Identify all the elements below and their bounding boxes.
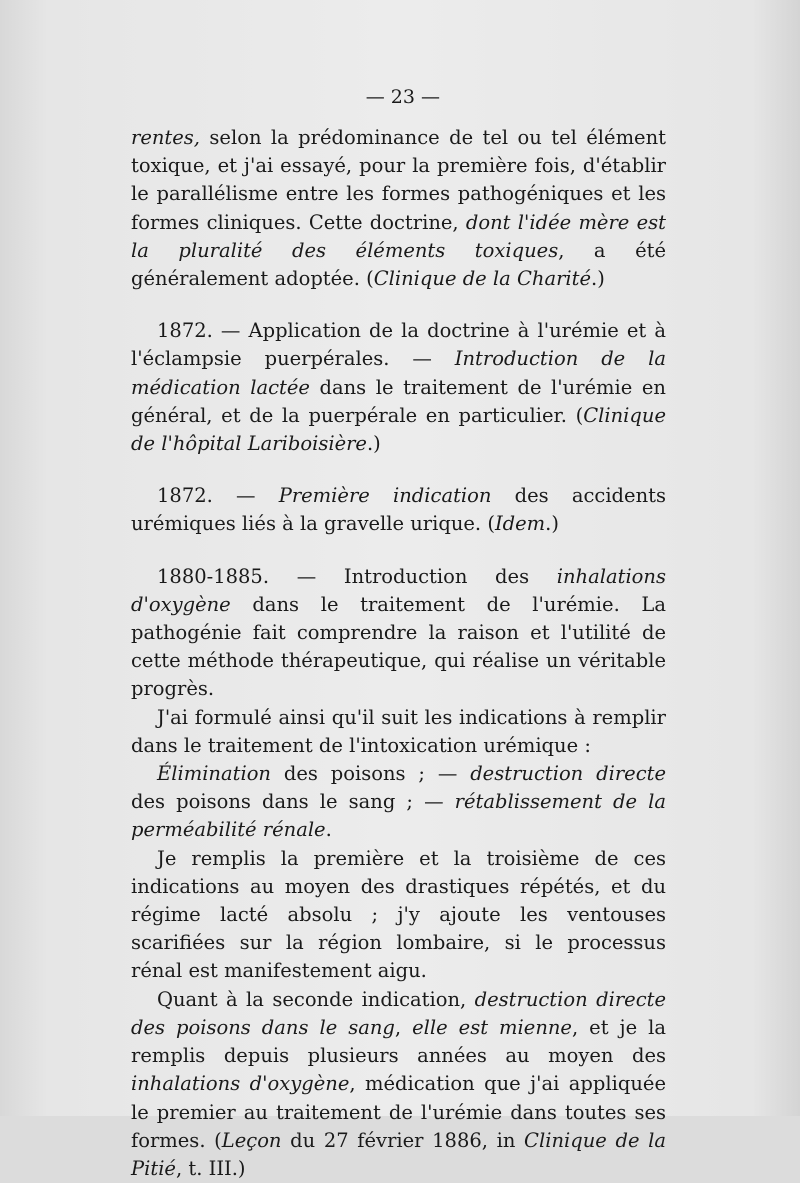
body-text xyxy=(131,124,666,1183)
page-number: — 23 — xyxy=(365,86,440,108)
paragraph-drastiques: Je remplis la première et la troisième de ces indications au moyen des drastiques répétés, et du régime lacté absolu ; j'y ajoute les ventouses scarifiées sur la région lombaire, si le processus rénal est manifestement aigu. xyxy=(131,846,666,983)
paragraph-continuation: rentes, selon la prédominance de tel ou tel élément toxique, et j'ai essayé, pour la première fois, d'établir le parallélisme entre les formes pathogéniques et les formes cliniques. Cette doctrine, dont l'idée mère est la pluralité des éléments toxiques, a été généralement adoptée. (Clinique de la Charité.) xyxy=(131,126,666,291)
paragraph-seconde-indication: Quant à la seconde indication, destruction directe des poisons dans le sang, elle est mienne, et je la remplis depuis plusieurs années au moyen des inhalations d'oxygène, médication que j'ai appliquée le premier au traitement de l'urémie dans toutes ses formes. (Leçon du 27 février 1886, in Clinique de la Pitié, t. III.) xyxy=(131,987,666,1180)
paragraph-1872-gravelle: 1872. — Première indication des accidents urémiques liés à la gravelle urique. (Idem.) xyxy=(131,484,666,536)
paragraph-1872-lactee: 1872. — Application de la doctrine à l'urémie et à l'éclampsie puerpérales. — Introduction de la médication lactée dans le traitement de l'urémie en général, et de la puerpérale en particulier. (Clinique de l'hôpital Lariboisière.) xyxy=(131,319,666,456)
paragraph-1880-oxygene: 1880-1885. — Introduction des inhalations d'oxygène dans le traitement de l'urémie. La pathogénie fait comprendre la raison et l'utilité de cette méthode thérapeutique, qui réalise un véritable progrès. xyxy=(131,564,666,701)
paragraph-indications: J'ai formulé ainsi qu'il suit les indications à remplir dans le traitement de l'intoxication urémique : xyxy=(131,705,666,757)
paragraph-indications-list: Élimination des poisons ; — destruction directe des poisons dans le sang ; — rétablissement de la perméabilité rénale. xyxy=(131,762,667,842)
